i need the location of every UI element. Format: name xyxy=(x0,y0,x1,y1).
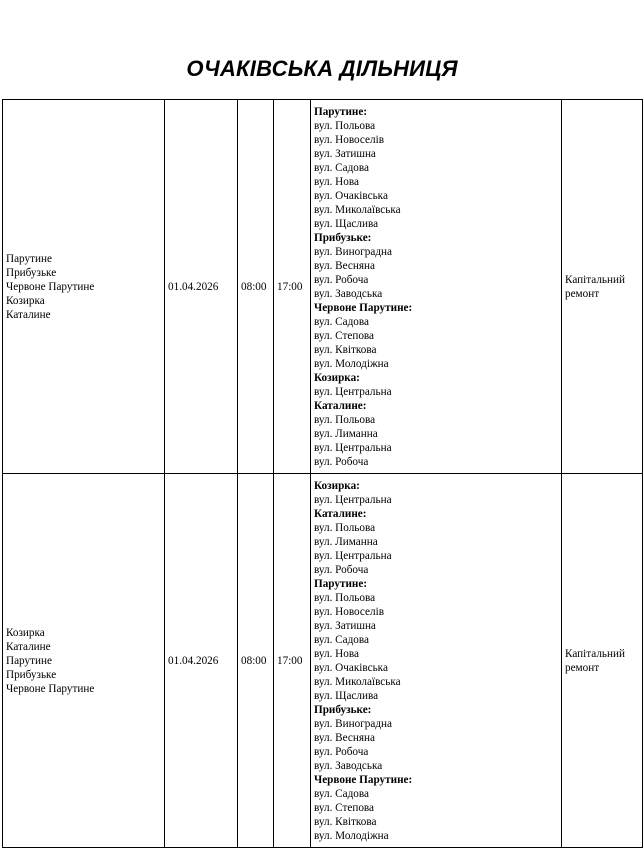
street-name: вул. Нова xyxy=(314,647,359,660)
street-name: вул. Виноградна xyxy=(314,245,393,258)
street-name: вул. Нова xyxy=(314,175,359,188)
settlements-cell xyxy=(3,100,165,474)
street-name: вул. Робоча xyxy=(314,455,369,468)
street-name: вул. Лиманна xyxy=(314,427,378,440)
settlement-name: Каталине xyxy=(6,640,51,653)
start-time-cell: 08:00 xyxy=(238,100,274,474)
streets-cell xyxy=(311,100,562,474)
settlement-heading: Прибузьке: xyxy=(314,231,372,244)
end-time-cell: 17:00 xyxy=(274,474,311,848)
table-row xyxy=(3,474,643,848)
street-name: вул. Затишна xyxy=(314,147,376,160)
street-name: вул. Робоча xyxy=(314,563,369,576)
street-name: вул. Центральна xyxy=(314,441,392,454)
street-name: вул. Молодіжна xyxy=(314,357,389,370)
page-title: ОЧАКІВСЬКА ДІЛЬНИЦЯ xyxy=(186,56,458,81)
street-name: вул. Робоча xyxy=(314,745,369,758)
street-name: вул. Затишна xyxy=(314,619,376,632)
street-name: вул. Робоча xyxy=(314,273,369,286)
street-name: вул. Заводська xyxy=(314,759,383,772)
reason-text: Капітальний xyxy=(565,273,625,286)
street-name: вул. Миколаївська xyxy=(314,203,401,216)
start-time-cell: 08:00 xyxy=(238,474,274,848)
street-name: вул. Весняна xyxy=(314,259,375,272)
settlement-name: Парутине xyxy=(6,252,52,265)
street-name: вул. Центральна xyxy=(314,549,392,562)
street-name: вул. Польова xyxy=(314,119,376,132)
street-name: вул. Виноградна xyxy=(314,717,393,730)
street-name: вул. Польова xyxy=(314,413,376,426)
street-name: вул. Новоселів xyxy=(314,133,384,146)
settlement-heading: Каталине: xyxy=(314,507,367,520)
settlement-name: Парутине xyxy=(6,654,52,667)
street-name: вул. Польова xyxy=(314,591,376,604)
street-name: вул. Садова xyxy=(314,633,369,646)
street-name: вул. Степова xyxy=(314,801,375,814)
settlement-heading: Парутине: xyxy=(314,577,368,590)
street-name: вул. Квіткова xyxy=(314,343,377,356)
street-name: вул. Очаківська xyxy=(314,661,388,674)
settlement-name: Червоне Парутине xyxy=(6,682,95,695)
street-name: вул. Центральна xyxy=(314,385,392,398)
settlement-name: Каталине xyxy=(6,308,51,321)
table-row xyxy=(3,100,643,474)
street-name: вул. Новоселів xyxy=(314,605,384,618)
street-name: вул. Весняна xyxy=(314,731,375,744)
street-name: вул. Миколаївська xyxy=(314,675,401,688)
street-name: вул. Садова xyxy=(314,315,369,328)
settlement-heading: Червоне Парутине: xyxy=(314,773,413,786)
settlement-name: Козирка xyxy=(6,626,45,639)
settlement-name: Прибузьке xyxy=(6,668,57,681)
settlement-heading: Козирка: xyxy=(314,371,360,384)
street-name: вул. Щаслива xyxy=(314,217,379,230)
street-name: вул. Центральна xyxy=(314,493,392,506)
date-cell: 01.04.2026 xyxy=(165,100,238,474)
street-name: вул. Заводська xyxy=(314,287,383,300)
street-name: вул. Польова xyxy=(314,521,376,534)
end-time-cell: 17:00 xyxy=(274,100,311,474)
settlement-heading: Червоне Парутине: xyxy=(314,301,413,314)
street-name: вул. Садова xyxy=(314,787,369,800)
settlement-heading: Прибузьке: xyxy=(314,703,372,716)
street-name: вул. Очаківська xyxy=(314,189,388,202)
settlement-name: Прибузьке xyxy=(6,266,57,279)
settlement-heading: Парутине: xyxy=(314,105,368,118)
streets-cell xyxy=(311,474,562,848)
outage-schedule-table xyxy=(2,99,643,848)
street-name: вул. Степова xyxy=(314,329,375,342)
settlement-name: Червоне Парутине xyxy=(6,280,95,293)
street-name: вул. Лиманна xyxy=(314,535,378,548)
settlement-heading: Каталине: xyxy=(314,399,367,412)
settlement-heading: Козирка: xyxy=(314,479,360,492)
street-name: вул. Щаслива xyxy=(314,689,379,702)
street-name: вул. Молодіжна xyxy=(314,829,389,842)
reason-cell xyxy=(562,100,643,474)
date-cell: 01.04.2026 xyxy=(165,474,238,848)
reason-text: ремонт xyxy=(565,287,600,300)
street-name: вул. Квіткова xyxy=(314,815,377,828)
settlements-cell xyxy=(3,474,165,848)
settlement-name: Козирка xyxy=(6,294,45,307)
reason-text: Капітальний xyxy=(565,647,625,660)
street-name: вул. Садова xyxy=(314,161,369,174)
reason-cell xyxy=(562,474,643,848)
reason-text: ремонт xyxy=(565,661,600,674)
